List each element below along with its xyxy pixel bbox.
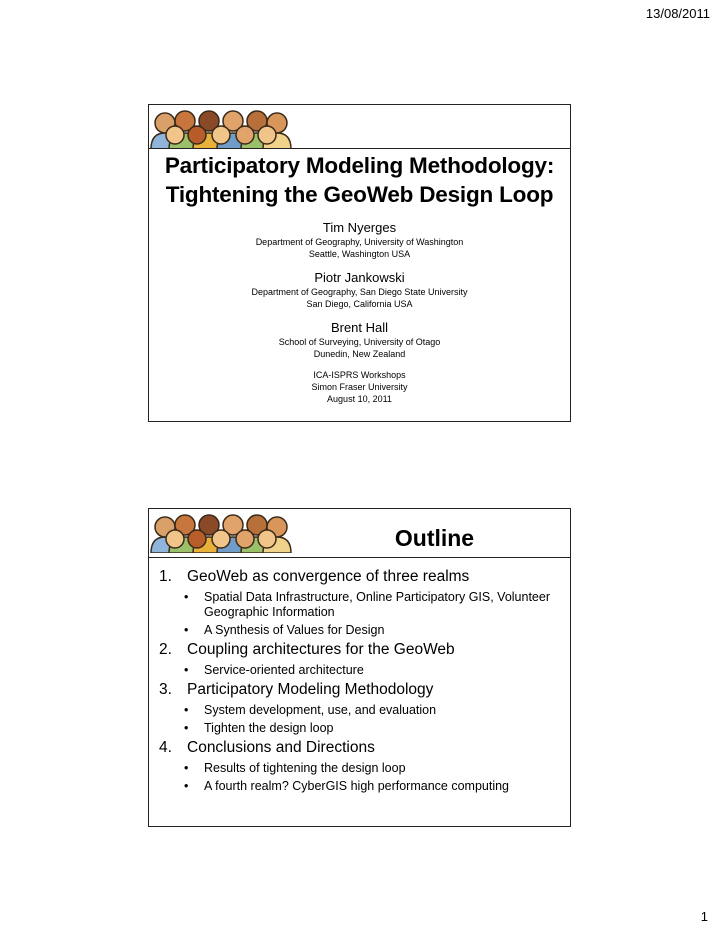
- outline-list: [159, 567, 564, 796]
- sub-list-item: • Spatial Data Infrastructure, Online Participatory GIS, Volunteer Geographic Information: [184, 590, 551, 619]
- event-date: August 10, 2011: [327, 394, 392, 404]
- page-number: 1: [700, 909, 708, 924]
- bullet: •: [184, 761, 189, 775]
- event-name: ICA-ISPRS Workshops: [313, 370, 406, 380]
- title-slide: [148, 104, 571, 422]
- outline-slide: [148, 508, 571, 827]
- bullet: •: [184, 623, 189, 637]
- event-block: [149, 369, 570, 405]
- bullet: •: [184, 663, 189, 677]
- author-name: Brent Hall: [330, 320, 389, 335]
- sub-list-item: • A Synthesis of Values for Design: [184, 623, 385, 637]
- sub-list-item: • System development, use, and evaluation: [184, 703, 437, 717]
- list-item: 3. Participatory Modeling Methodology: [159, 681, 434, 698]
- author-affiliation: School of Surveying, University of Otago: [278, 337, 441, 347]
- sub-list-item: • Tighten the design loop: [184, 721, 334, 735]
- list-item: 4. Conclusions and Directions: [159, 739, 375, 756]
- list-item: 2. Coupling architectures for the GeoWeb: [159, 641, 455, 658]
- people-logo-icon: [149, 509, 294, 553]
- title-divider: [149, 557, 570, 558]
- date-stamp: 13/08/2011: [645, 6, 710, 21]
- event-venue: Simon Fraser University: [311, 382, 408, 392]
- author-name: Piotr Jankowski: [314, 270, 405, 285]
- author-block: [149, 270, 570, 310]
- slide-title: Outline: [394, 525, 475, 551]
- author-affiliation: Department of Geography, University of Washington: [255, 237, 464, 247]
- sub-list-item: • Service-oriented architecture: [184, 663, 364, 677]
- sub-list-item: • Results of tightening the design loop: [184, 761, 406, 775]
- slide-title: Participatory Modeling Methodology: Tightening the GeoWeb Design Loop: [164, 153, 555, 207]
- people-logo-icon: [149, 105, 294, 149]
- bullet: •: [184, 721, 189, 735]
- sub-list-item: • A fourth realm? CyberGIS high performance computing: [184, 779, 510, 793]
- author-affiliation: Department of Geography, San Diego State University: [251, 287, 468, 297]
- author-location: Dunedin, New Zealand: [313, 349, 406, 359]
- list-item: 1. GeoWeb as convergence of three realms: [159, 568, 470, 585]
- author-block: [149, 220, 570, 260]
- title-divider: [149, 148, 570, 149]
- author-name: Tim Nyerges: [322, 220, 397, 235]
- bullet: •: [184, 703, 189, 717]
- bullet: •: [184, 590, 189, 604]
- author-block: [149, 320, 570, 360]
- author-location: Seattle, Washington USA: [308, 249, 411, 259]
- bullet: •: [184, 779, 189, 793]
- author-location: San Diego, California USA: [306, 299, 413, 309]
